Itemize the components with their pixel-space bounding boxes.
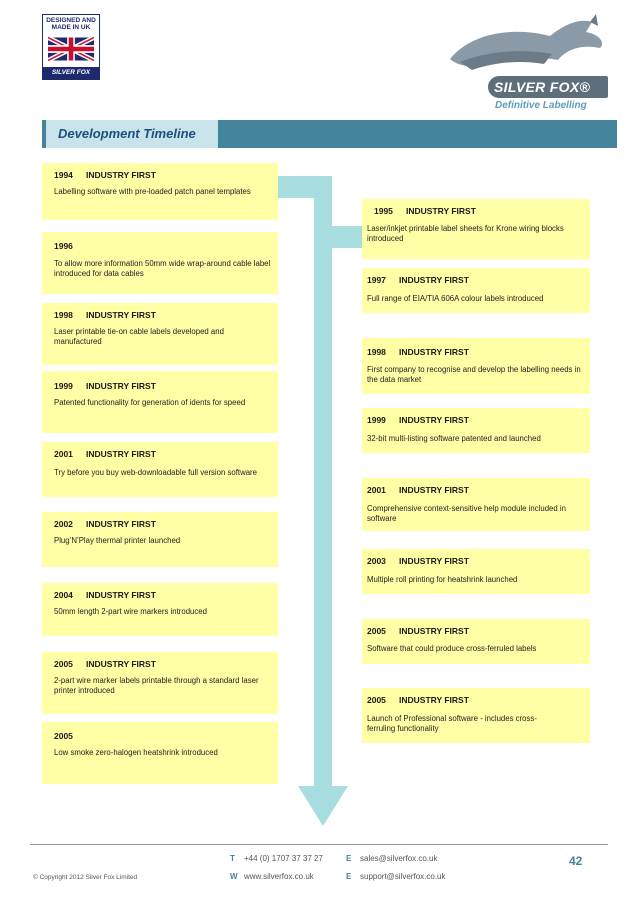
event-year: 1999 [54,381,73,391]
timeline-card-left [42,371,278,433]
timeline-card-left [42,512,278,567]
timeline-card-left [42,442,278,497]
event-text: 50mm length 2-part wire markers introduced [54,607,207,616]
copyright: © Copyright 2012 Silver Fox Limited [33,874,138,881]
timeline-card-right [362,549,590,594]
timeline-branch-right [314,226,362,248]
event-text: Laser printable tie-on cable labels developed and manufactured [54,327,224,346]
timeline-arrow [298,786,348,826]
badge-bottom-text: SILVER FOX [43,67,99,79]
footer-divider [30,844,608,845]
event-text: 2-part wire marker labels printable through a standard laser printer introduced [54,676,259,695]
timeline-card-right [362,478,590,531]
event-label: INDUSTRY FIRST [86,449,156,459]
event-text: Low smoke zero-halogen heatshrink introduced [54,748,218,757]
timeline-branch-left [276,176,332,198]
timeline-card-left [42,722,278,784]
event-label: INDUSTRY FIRST [86,170,156,180]
event-text: Multiple roll printing for heatshrink launched [367,575,518,584]
event-label: INDUSTRY FIRST [86,659,156,669]
event-year: 2005 [54,731,73,741]
timeline-card-left [42,652,278,714]
sales-email-link[interactable]: sales@silverfox.co.uk [360,854,438,863]
event-label: INDUSTRY FIRST [399,556,469,566]
event-year: 2005 [367,695,386,705]
event-year: 1995 [374,206,393,216]
event-year: 1997 [367,275,386,285]
footer-email-sales[interactable] [346,854,437,863]
event-text: Labelling software with pre-loaded patch panel templates [54,187,251,196]
timeline-card-right [362,688,590,743]
phone-number: +44 (0) 1707 37 37 27 [244,854,323,863]
brand-name: SILVER FOX® [488,76,608,98]
page-number: 42 [569,854,583,868]
timeline-card-right [362,338,590,394]
event-label: INDUSTRY FIRST [399,626,469,636]
event-year: 1998 [367,347,386,357]
event-text: Patented functionality for generation of idents for speed [54,398,246,407]
footer-phone [230,854,323,863]
event-year: 1999 [367,415,386,425]
brand-tagline: Definitive Labelling [495,100,587,111]
email-key: E [346,854,352,863]
footer-email-support[interactable] [346,872,446,881]
event-year: 1996 [54,241,73,251]
event-text: Comprehensive context-sensitive help module included in software [367,504,566,523]
event-text: Laser/inkjet printable label sheets for Krone wiring blocks introduced [367,224,564,243]
event-label: INDUSTRY FIRST [406,206,476,216]
event-label: INDUSTRY FIRST [399,485,469,495]
event-year: 2005 [54,659,73,669]
event-text: Try before you buy web-downloadable full version software [54,468,257,477]
timeline-card-right [362,268,590,313]
event-text: Launch of Professional software - includes cross-ferruling functionality [367,714,537,733]
event-text: Plug’N’Play thermal printer launched [54,536,181,545]
event-text: First company to recognise and develop the labelling needs in the data market [367,365,581,384]
event-text: 32-bit multi-listing software patented and launched [367,434,541,443]
event-year: 2004 [54,590,73,600]
event-year: 2002 [54,519,73,529]
event-label: INDUSTRY FIRST [86,590,156,600]
event-year: 2001 [367,485,386,495]
timeline-card-left [42,303,278,365]
timeline-path [276,176,362,786]
support-email-link[interactable]: support@silverfox.co.uk [360,872,446,881]
event-label: INDUSTRY FIRST [399,275,469,285]
event-label: INDUSTRY FIRST [399,695,469,705]
timeline-card-right [362,199,590,259]
page-title: Development Timeline [58,126,196,141]
event-label: INDUSTRY FIRST [86,310,156,320]
timeline-card-right [362,619,590,664]
event-year: 2003 [367,556,386,566]
event-label: INDUSTRY FIRST [399,347,469,357]
event-label: INDUSTRY FIRST [399,415,469,425]
email-key: E [346,872,352,881]
event-year: 1994 [54,170,73,180]
event-text: To allow more information 50mm wide wrap-around cable label introduced for data cables [54,259,271,278]
timeline-card-left [42,583,278,636]
event-label: INDUSTRY FIRST [86,519,156,529]
event-text: Full range of EIA/TIA 606A colour labels introduced [367,294,544,303]
timeline-card-left [42,232,278,294]
timeline-card-left [42,163,278,220]
footer-web[interactable] [230,872,314,881]
event-label: INDUSTRY FIRST [86,381,156,391]
event-text: Software that could produce cross-ferruled labels [367,644,537,653]
website-link[interactable]: www.silverfox.co.uk [244,872,314,881]
event-year: 2001 [54,449,73,459]
badge-top-text: DESIGNED AND MADE IN UK [46,17,96,31]
event-year: 1998 [54,310,73,320]
web-key: W [230,872,238,881]
event-year: 2005 [367,626,386,636]
timeline-card-right [362,408,590,453]
phone-key: T [230,854,235,863]
